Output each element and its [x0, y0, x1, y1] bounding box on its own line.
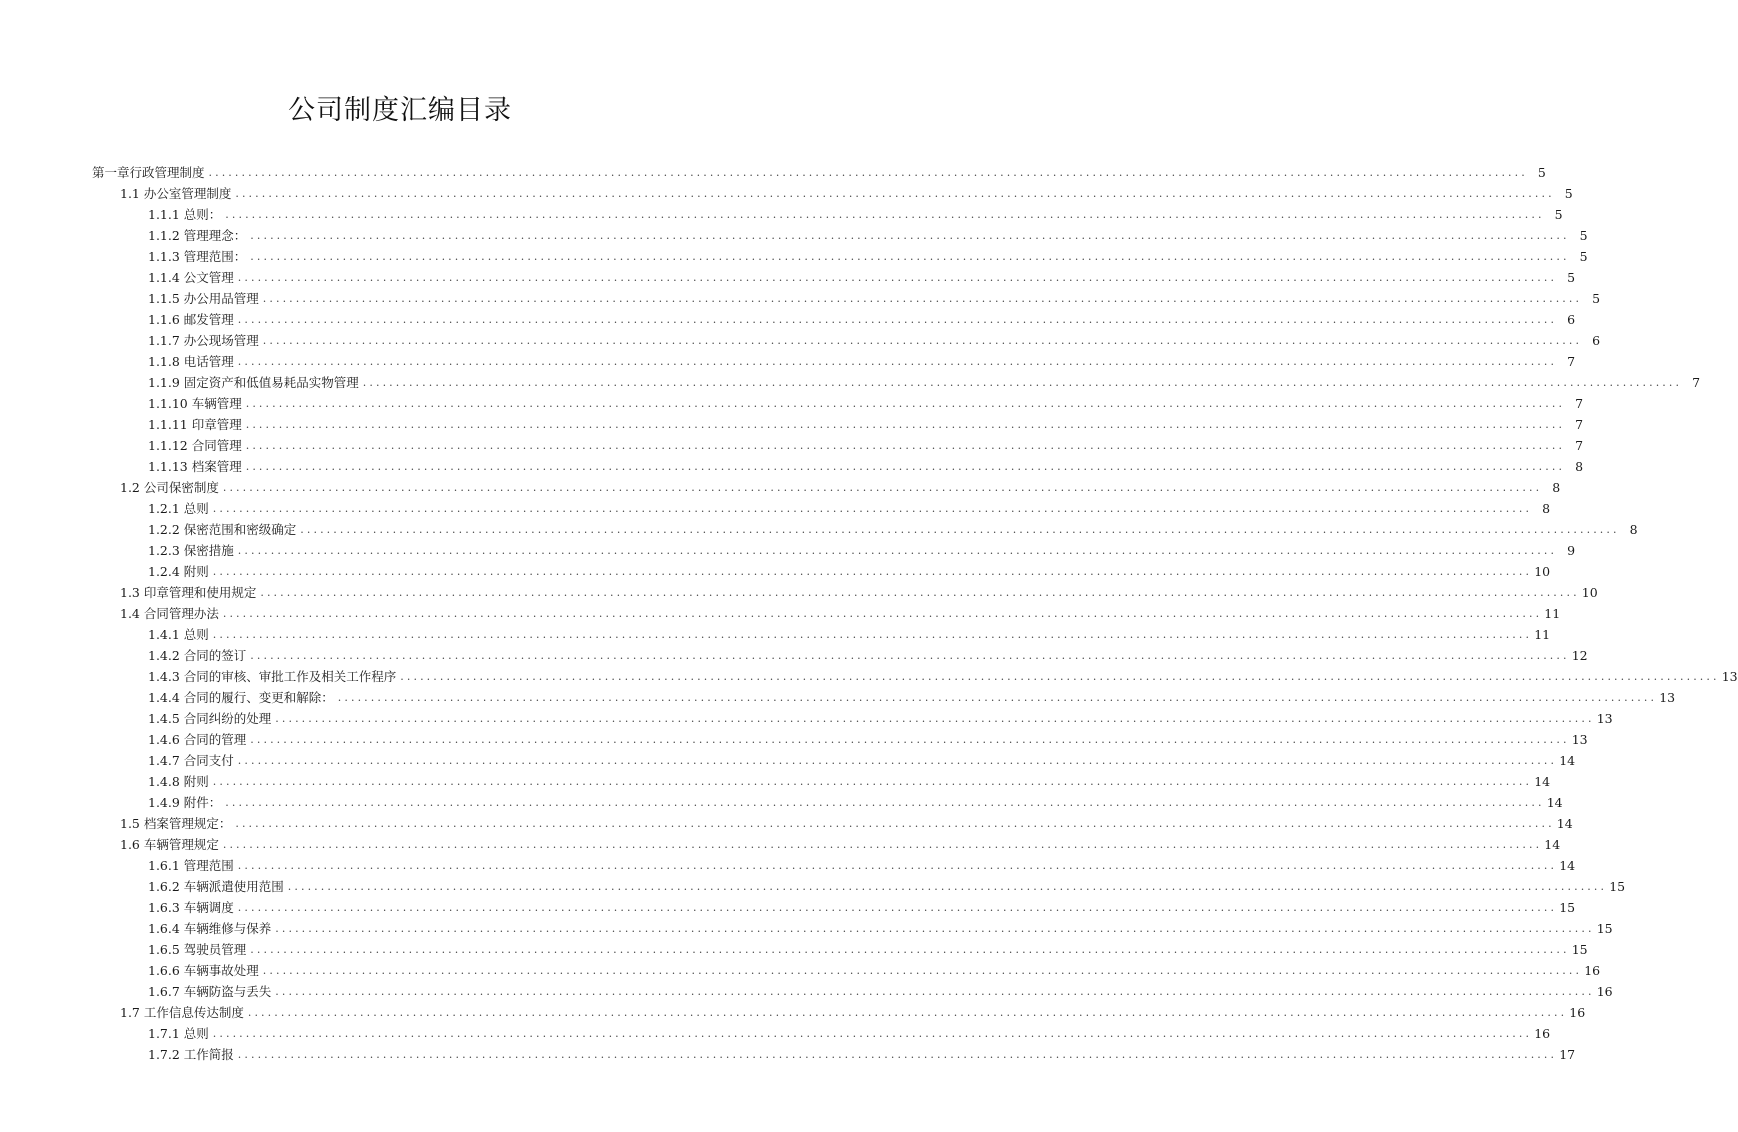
toc-entry-title: 1.4.9 附件： — [148, 795, 225, 811]
toc-dot-leader: ........................................................................................................................................................................................................ — [225, 796, 1545, 809]
toc-page-number: 13 — [1721, 669, 1738, 684]
toc-dot-leader: ........................................................................................................................................................................................................ — [250, 733, 1570, 746]
toc-entry[interactable] — [0, 559, 1551, 580]
toc-entry-title: 1.1 办公室管理制度 — [120, 186, 235, 202]
toc-dot-leader: ........................................................................................................................................................................................................ — [237, 754, 1558, 767]
toc-entry-title: 1.4.8 附则 — [148, 774, 213, 790]
toc-entry-title: 1.4 合同管理办法 — [120, 606, 223, 622]
toc-entry-title: 1.7.1 总则 — [148, 1026, 213, 1042]
toc-entry-title: 1.1.9 固定资产和低值易耗品实物管理 — [148, 375, 363, 391]
toc-entry[interactable] — [0, 370, 1701, 391]
toc-entry-title: 1.1.10 车辆管理 — [148, 396, 246, 412]
toc-entry-title: 1.2.3 保密措施 — [148, 543, 238, 559]
toc-dot-leader: ........................................................................................................................................................................................................ — [245, 397, 1566, 410]
toc-entry-title: 1.4.4 合同的履行、变更和解除： — [148, 690, 338, 706]
toc-entry[interactable] — [0, 454, 1584, 475]
toc-page-number: 10 — [1534, 564, 1551, 579]
toc-entry-title: 1.6.5 驾驶员管理 — [148, 942, 250, 958]
toc-entry[interactable] — [0, 433, 1584, 454]
toc-page-number: 9 — [1567, 543, 1576, 558]
toc-entry-title: 1.1.5 办公用品管理 — [148, 291, 263, 307]
toc-page-number: 11 — [1544, 606, 1561, 621]
toc-entry[interactable] — [0, 517, 1638, 538]
toc-dot-leader: ........................................................................................................................................................................................................ — [250, 250, 1570, 263]
toc-dot-leader: ........................................................................................................................................................................................................ — [237, 313, 1558, 326]
toc-entry-title: 1.1.12 合同管理 — [148, 438, 246, 454]
toc-dot-leader: ........................................................................................................................................................................................................ — [337, 691, 1658, 704]
toc-entry-title: 1.5 档案管理规定： — [120, 816, 235, 832]
toc-page-number: 5 — [1567, 270, 1576, 285]
toc-page-number: 14 — [1559, 858, 1576, 873]
toc-entry-title: 1.1.11 印章管理 — [148, 417, 246, 433]
toc-dot-leader: ........................................................................................................................................................................................................ — [245, 460, 1566, 473]
toc-entry[interactable] — [0, 307, 1576, 328]
toc-page-number: 15 — [1609, 879, 1626, 894]
toc-dot-leader: ........................................................................................................................................................................................................ — [222, 481, 1543, 494]
toc-dot-leader: ........................................................................................................................................................................................................ — [237, 355, 1558, 368]
toc-dot-leader: ........................................................................................................................................................................................................ — [237, 901, 1558, 914]
toc-entry[interactable] — [0, 286, 1601, 307]
toc-entry[interactable] — [0, 748, 1576, 769]
toc-dot-leader: ........................................................................................................................................................................................................ — [287, 880, 1608, 893]
toc-dot-leader: ........................................................................................................................................................................................................ — [245, 418, 1566, 431]
toc-page-number: 16 — [1584, 963, 1601, 978]
toc-entry[interactable] — [0, 265, 1576, 286]
toc-entry[interactable] — [0, 853, 1576, 874]
toc-page-number: 7 — [1567, 354, 1576, 369]
toc-page-number: 15 — [1571, 942, 1588, 957]
toc-entry-title: 1.1.3 管理范围： — [148, 249, 250, 265]
toc-entry-title: 1.7 工作信息传达制度 — [120, 1005, 248, 1021]
toc-page-number: 8 — [1629, 522, 1638, 537]
toc-dot-leader: ........................................................................................................................................................................................................ — [250, 943, 1570, 956]
toc-page-number: 5 — [1564, 186, 1573, 201]
toc-entry[interactable] — [0, 685, 1676, 706]
toc-entry[interactable] — [0, 958, 1601, 979]
toc-page-number: 5 — [1579, 228, 1588, 243]
toc-entry[interactable] — [0, 223, 1588, 244]
toc-dot-leader: ........................................................................................................................................................................................................ — [212, 775, 1533, 788]
toc-page-number: 17 — [1559, 1047, 1576, 1062]
toc-entry[interactable] — [0, 727, 1588, 748]
toc-page-number: 7 — [1575, 438, 1584, 453]
toc-page-number: 13 — [1596, 711, 1613, 726]
toc-entry-title: 1.4.2 合同的签订 — [148, 648, 250, 664]
toc-entry-title: 1.6.1 管理范围 — [148, 858, 238, 874]
toc-dot-leader: ........................................................................................................................................................................................................ — [235, 187, 1555, 200]
toc-dot-leader: ........................................................................................................................................................................................................ — [275, 712, 1595, 725]
toc-entry[interactable] — [0, 874, 1626, 895]
toc-dot-leader: ........................................................................................................................................................................................................ — [260, 586, 1580, 599]
toc-dot-leader: ........................................................................................................................................................................................................ — [237, 544, 1558, 557]
toc-entry-title: 第一章行政管理制度 — [92, 165, 209, 181]
toc-page-number: 15 — [1559, 900, 1576, 915]
toc-entry-title: 1.1.8 电话管理 — [148, 354, 238, 370]
toc-entry-title: 1.1.13 档案管理 — [148, 459, 246, 475]
toc-entry[interactable] — [0, 769, 1551, 790]
toc-entry[interactable] — [0, 643, 1588, 664]
toc-page-number: 7 — [1692, 375, 1701, 390]
toc-entry[interactable] — [0, 1021, 1551, 1042]
toc-entry[interactable] — [0, 664, 1738, 685]
toc-entry[interactable] — [0, 412, 1584, 433]
toc-entry-title: 1.6.7 车辆防盗与丢失 — [148, 984, 275, 1000]
toc-dot-leader: ........................................................................................................................................................................................................ — [262, 964, 1583, 977]
toc-entry[interactable] — [0, 706, 1613, 727]
toc-entry-title: 1.2 公司保密制度 — [120, 480, 223, 496]
toc-entry-title: 1.7.2 工作简报 — [148, 1047, 238, 1063]
toc-entry[interactable] — [0, 391, 1584, 412]
toc-page-number: 8 — [1542, 501, 1551, 516]
toc-entry-title: 1.1.2 管理理念： — [148, 228, 250, 244]
toc-entry[interactable] — [0, 328, 1601, 349]
toc-dot-leader: ........................................................................................................................................................................................................ — [237, 271, 1558, 284]
toc-entry[interactable] — [0, 937, 1588, 958]
toc-entry-title: 1.4.3 合同的审核、审批工作及相关工作程序 — [148, 669, 400, 685]
toc-dot-leader: ........................................................................................................................................................................................................ — [212, 502, 1533, 515]
toc-page-number: 5 — [1592, 291, 1601, 306]
toc-dot-leader: ........................................................................................................................................................................................................ — [300, 523, 1620, 536]
table-of-contents — [0, 160, 1738, 1063]
toc-entry[interactable] — [0, 895, 1576, 916]
toc-entry[interactable] — [0, 811, 1573, 832]
toc-page-number: 16 — [1596, 984, 1613, 999]
toc-page-number: 11 — [1534, 627, 1551, 642]
toc-entry-title: 1.6.4 车辆维修与保养 — [148, 921, 275, 937]
toc-page-number: 12 — [1571, 648, 1588, 663]
toc-dot-leader: ........................................................................................................................................................................................................ — [212, 565, 1533, 578]
toc-dot-leader: ........................................................................................................................................................................................................ — [225, 208, 1545, 221]
toc-page-number: 6 — [1567, 312, 1576, 327]
toc-dot-leader: ........................................................................................................................................................................................................ — [362, 376, 1683, 389]
toc-entry-title: 1.4.7 合同支付 — [148, 753, 238, 769]
toc-entry[interactable] — [0, 979, 1613, 1000]
toc-page-number: 16 — [1534, 1026, 1551, 1041]
toc-entry-title: 1.6.3 车辆调度 — [148, 900, 238, 916]
toc-dot-leader: ........................................................................................................................................................................................................ — [275, 985, 1595, 998]
toc-page-number: 15 — [1596, 921, 1613, 936]
toc-entry[interactable] — [0, 496, 1551, 517]
toc-dot-leader: ........................................................................................................................................................................................................ — [247, 1006, 1568, 1019]
toc-entry-title: 1.6 车辆管理规定 — [120, 837, 223, 853]
toc-page-number: 5 — [1537, 165, 1546, 180]
toc-entry-title: 1.1.6 邮发管理 — [148, 312, 238, 328]
toc-entry-title: 1.1.4 公文管理 — [148, 270, 238, 286]
toc-entry[interactable] — [0, 349, 1576, 370]
toc-entry-title: 1.6.6 车辆事故处理 — [148, 963, 263, 979]
toc-entry[interactable] — [0, 538, 1576, 559]
toc-page-number: 6 — [1592, 333, 1601, 348]
toc-dot-leader: ........................................................................................................................................................................................................ — [262, 292, 1583, 305]
toc-dot-leader: ........................................................................................................................................................................................................ — [235, 817, 1555, 830]
toc-entry[interactable] — [0, 160, 1546, 181]
toc-page-number: 7 — [1575, 417, 1584, 432]
toc-entry-title: 1.4.6 合同的管理 — [148, 732, 250, 748]
toc-entry[interactable] — [0, 1042, 1576, 1063]
toc-dot-leader: ........................................................................................................................................................................................................ — [245, 439, 1566, 452]
toc-entry-title: 1.2.1 总则 — [148, 501, 213, 517]
toc-dot-leader: ........................................................................................................................................................................................................ — [250, 649, 1570, 662]
toc-page-number: 7 — [1575, 396, 1584, 411]
toc-entry-title: 1.1.7 办公现场管理 — [148, 333, 263, 349]
toc-entry[interactable] — [0, 244, 1588, 265]
toc-dot-leader: ........................................................................................................................................................................................................ — [400, 670, 1720, 683]
toc-page-number: 13 — [1571, 732, 1588, 747]
toc-entry[interactable] — [0, 580, 1598, 601]
toc-entry[interactable] — [0, 790, 1563, 811]
toc-entry[interactable] — [0, 181, 1573, 202]
toc-dot-leader: ........................................................................................................................................................................................................ — [262, 334, 1583, 347]
toc-entry[interactable] — [0, 1000, 1586, 1021]
toc-entry[interactable] — [0, 202, 1563, 223]
toc-page-number: 8 — [1575, 459, 1584, 474]
toc-page-number: 5 — [1554, 207, 1563, 222]
toc-dot-leader: ........................................................................................................................................................................................................ — [222, 607, 1543, 620]
toc-entry-title: 1.4.5 合同纠纷的处理 — [148, 711, 275, 727]
toc-dot-leader: ........................................................................................................................................................................................................ — [250, 229, 1570, 242]
toc-entry[interactable] — [0, 832, 1561, 853]
toc-page-number: 14 — [1556, 816, 1573, 831]
toc-entry-title: 1.4.1 总则 — [148, 627, 213, 643]
toc-page-number: 10 — [1581, 585, 1598, 600]
toc-page-number: 16 — [1569, 1005, 1586, 1020]
toc-dot-leader: ........................................................................................................................................................................................................ — [222, 838, 1543, 851]
toc-page-number: 13 — [1659, 690, 1676, 705]
toc-dot-leader: ........................................................................................................................................................................................................ — [212, 628, 1533, 641]
toc-entry[interactable] — [0, 475, 1561, 496]
toc-dot-leader: ........................................................................................................................................................................................................ — [237, 1048, 1558, 1061]
toc-entry[interactable] — [0, 601, 1561, 622]
toc-page-number: 14 — [1559, 753, 1576, 768]
toc-entry-title: 1.1.1 总则： — [148, 207, 225, 223]
toc-page-number: 14 — [1544, 837, 1561, 852]
toc-entry-title: 1.2.4 附则 — [148, 564, 213, 580]
toc-dot-leader: ........................................................................................................................................................................................................ — [212, 1027, 1533, 1040]
toc-entry-title: 1.6.2 车辆派遣使用范围 — [148, 879, 288, 895]
toc-entry-title: 1.3 印章管理和使用规定 — [120, 585, 260, 601]
toc-entry[interactable] — [0, 622, 1551, 643]
toc-page-number: 8 — [1552, 480, 1561, 495]
toc-dot-leader: ........................................................................................................................................................................................................ — [208, 166, 1528, 179]
toc-page-number: 5 — [1579, 249, 1588, 264]
toc-page-number: 14 — [1534, 774, 1551, 789]
page-title: 公司制度汇编目录 — [288, 95, 512, 126]
toc-dot-leader: ........................................................................................................................................................................................................ — [275, 922, 1595, 935]
toc-entry[interactable] — [0, 916, 1613, 937]
toc-dot-leader: ........................................................................................................................................................................................................ — [237, 859, 1558, 872]
toc-page-number: 14 — [1546, 795, 1563, 810]
toc-entry-title: 1.2.2 保密范围和密级确定 — [148, 522, 300, 538]
